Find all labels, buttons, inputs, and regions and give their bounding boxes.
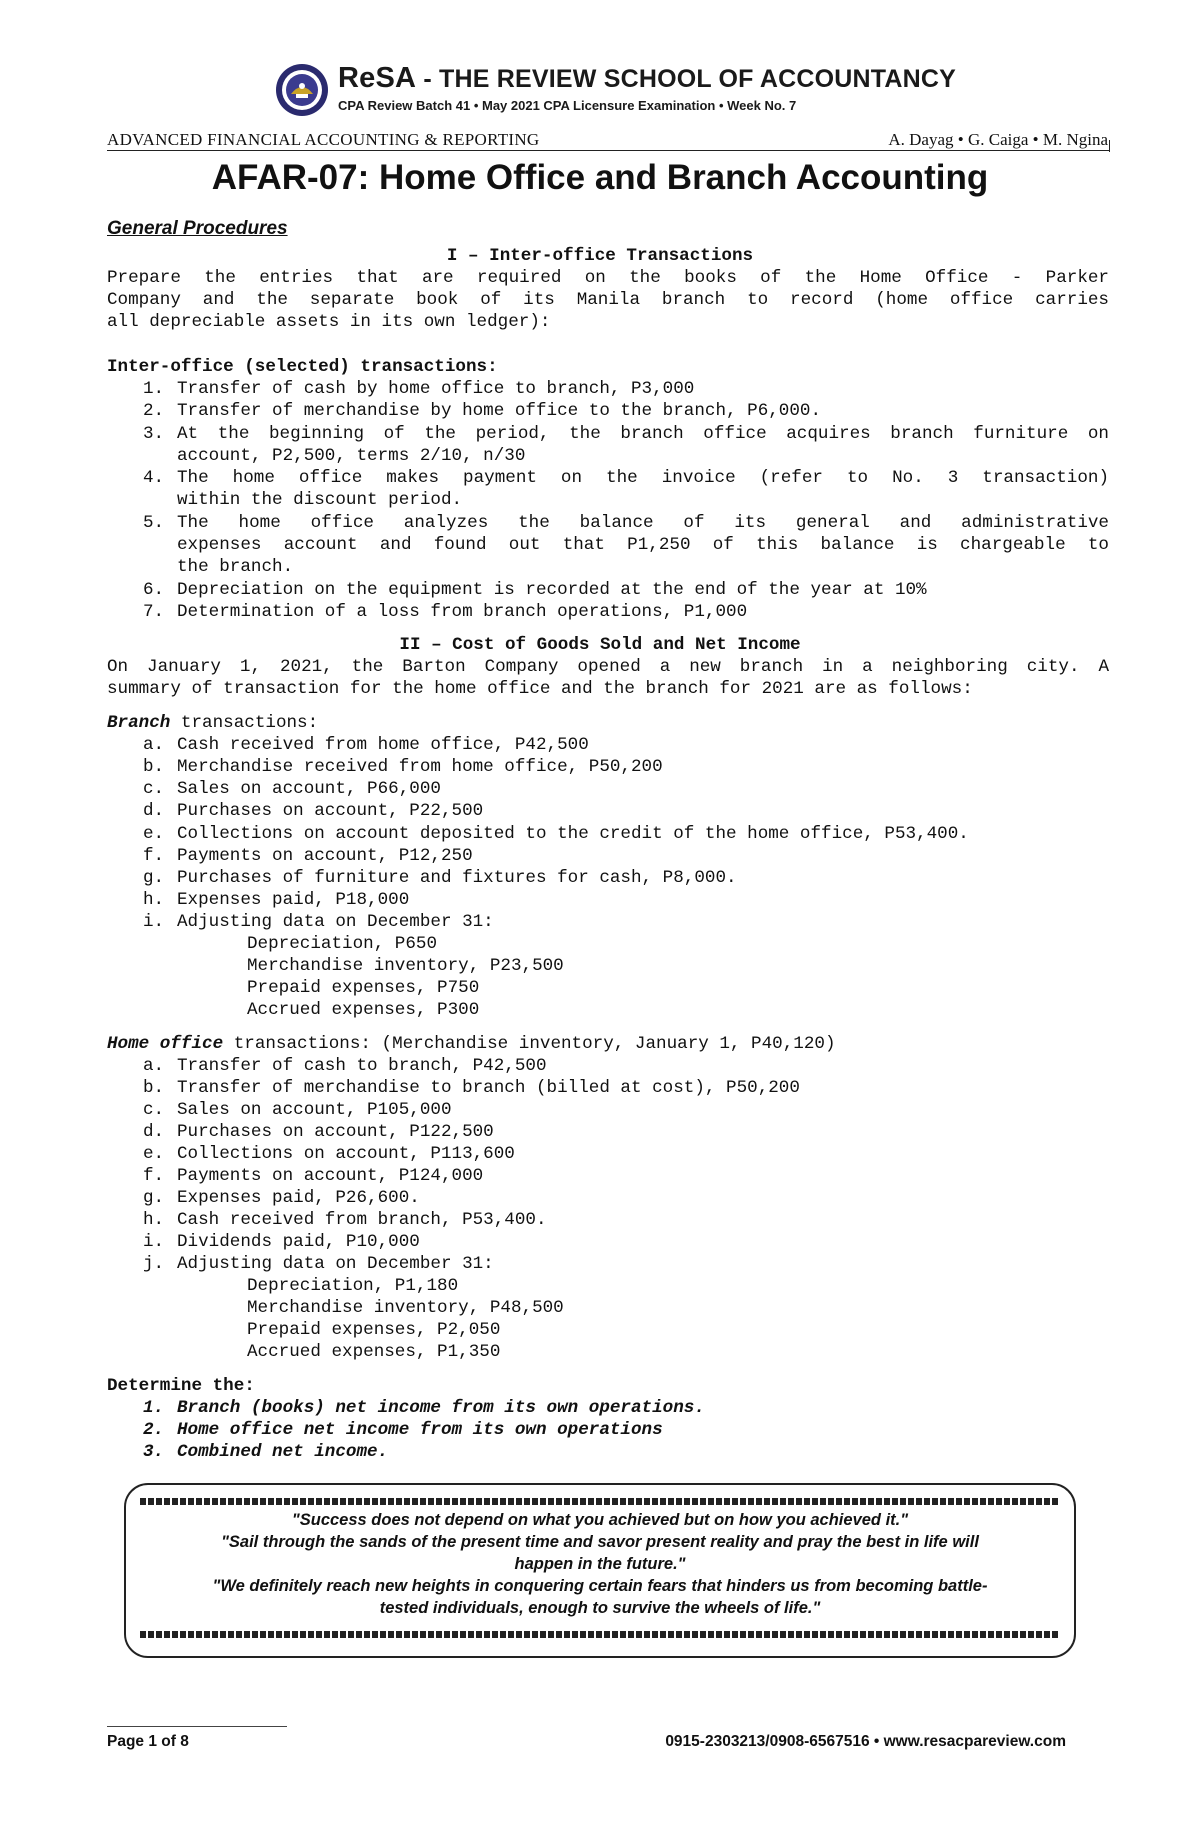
dotted-border-bottom — [140, 1631, 1060, 1638]
list-item-letter: c. — [143, 779, 165, 799]
adjustment-line: Depreciation, P650 — [247, 934, 438, 954]
adjustment-line: Accrued expenses, P1,350 — [247, 1342, 501, 1362]
list-item: Purchases on account, P122,500 — [177, 1122, 494, 1142]
list-item: Payments on account, P12,250 — [177, 846, 473, 866]
question-item: Combined net income. — [177, 1442, 389, 1462]
header — [274, 58, 957, 120]
list-item: The home office makes payment on the invoice (refer to No. 3 transaction) — [177, 468, 1109, 488]
list-item-number: 6. — [143, 580, 165, 600]
list-item-letter: d. — [143, 801, 165, 821]
section1-intro-line: all depreciable assets in its own ledger): — [107, 312, 551, 332]
section2-intro-line: On January 1, 2021, the Barton Company opened a new branch in a neighboring city. A — [107, 657, 1109, 677]
list-item: Payments on account, P124,000 — [177, 1166, 484, 1186]
list-item-letter: j. — [143, 1254, 165, 1274]
section1-list-title: Inter-office (selected) transactions: — [107, 357, 498, 377]
question-item: Home office net income from its own operations — [177, 1420, 663, 1440]
list-item-letter: i. — [143, 912, 165, 932]
list-item-letter: c. — [143, 1100, 165, 1120]
list-item: At the beginning of the period, the branch office acquires branch furniture on — [177, 424, 1109, 444]
adjustment-line: Merchandise inventory, P48,500 — [247, 1298, 564, 1318]
determine-heading: Determine the: — [107, 1376, 255, 1396]
section1-intro-line: Prepare the entries that are required on the books of the Home Office - Parker — [107, 268, 1109, 288]
list-item-number: 5. — [143, 513, 165, 533]
list-item-letter: f. — [143, 1166, 165, 1186]
list-item-letter: g. — [143, 868, 165, 888]
page-title: AFAR-07: Home Office and Branch Accounting — [211, 158, 989, 197]
page-number: Page 1 of 8 — [107, 1733, 189, 1750]
list-item-letter: d. — [143, 1122, 165, 1142]
list-item-letter: h. — [143, 1210, 165, 1230]
list-item: Cash received from home office, P42,500 — [177, 735, 589, 755]
list-item-letter: a. — [143, 735, 165, 755]
quote-line: "We definitely reach new heights in conquering certain fears that hinders us from becoming battle- — [212, 1577, 988, 1595]
question-item: Branch (books) net income from its own operations. — [177, 1398, 705, 1418]
list-item-letter: g. — [143, 1188, 165, 1208]
list-item: Sales on account, P66,000 — [177, 779, 441, 799]
question-number: 2. — [143, 1420, 165, 1440]
list-item: Adjusting data on December 31: — [177, 1254, 494, 1274]
quote-box — [124, 1483, 1076, 1658]
brand-subtitle: CPA Review Batch 41 • May 2021 CPA Licensure Examination • Week No. 7 — [338, 98, 797, 113]
list-item: Determination of a loss from branch operations, P1,000 — [177, 602, 748, 622]
header-rule — [107, 150, 1110, 151]
list-item: Dividends paid, P10,000 — [177, 1232, 420, 1252]
question-number: 1. — [143, 1398, 165, 1418]
section2-intro-line: summary of transaction for the home office and the branch for 2021 are as follows: — [107, 679, 973, 699]
list-item: Purchases on account, P22,500 — [177, 801, 484, 821]
resa-seal-logo — [274, 62, 330, 118]
list-item-letter: b. — [143, 757, 165, 777]
dotted-border-top — [140, 1498, 1060, 1505]
list-item: the branch. — [177, 557, 294, 577]
section2-heading: II – Cost of Goods Sold and Net Income — [399, 635, 801, 655]
list-item: Purchases of furniture and fixtures for cash, P8,000. — [177, 868, 737, 888]
list-item: expenses account and found out that P1,250 of this balance is chargeable to — [177, 535, 1109, 555]
adjustment-line: Prepaid expenses, P2,050 — [247, 1320, 501, 1340]
header-rule-tick — [1109, 140, 1110, 152]
list-item: Transfer of cash to branch, P42,500 — [177, 1056, 547, 1076]
adjustment-line: Prepaid expenses, P750 — [247, 978, 480, 998]
list-item: Transfer of merchandise by home office to the branch, P6,000. — [177, 401, 822, 421]
adjustment-line: Merchandise inventory, P23,500 — [247, 956, 564, 976]
course-name: ADVANCED FINANCIAL ACCOUNTING & REPORTING — [107, 130, 540, 149]
list-item-letter: e. — [143, 1144, 165, 1164]
list-item: Merchandise received from home office, P50,200 — [177, 757, 663, 777]
list-item-letter: b. — [143, 1078, 165, 1098]
list-item: Cash received from branch, P53,400. — [177, 1210, 547, 1230]
list-item-number: 3. — [143, 424, 165, 444]
quote-line: "Sail through the sands of the present time and savor present reality and pray the best in life will — [221, 1533, 979, 1551]
quote-line: tested individuals, enough to survive the wheels of life." — [379, 1599, 821, 1617]
list-item-number: 2. — [143, 401, 165, 421]
list-item-letter: f. — [143, 846, 165, 866]
home-office-transactions-title: Home office transactions: (Merchandise inventory, January 1, P40,120) — [107, 1034, 836, 1054]
quote-line: happen in the future." — [514, 1555, 686, 1573]
list-item-letter: e. — [143, 824, 165, 844]
list-item: Expenses paid, P26,600. — [177, 1188, 420, 1208]
adjustment-line: Accrued expenses, P300 — [247, 1000, 480, 1020]
list-item: within the discount period. — [177, 490, 463, 510]
brand-name: ReSA - THE REVIEW SCHOOL OF ACCOUNTANCY — [338, 62, 957, 94]
list-item: Transfer of cash by home office to branch, P3,000 — [177, 379, 695, 399]
list-item: Sales on account, P105,000 — [177, 1100, 452, 1120]
list-item: account, P2,500, terms 2/10, n/30 — [177, 446, 526, 466]
list-item: Collections on account, P113,600 — [177, 1144, 515, 1164]
list-item: Collections on account deposited to the credit of the home office, P53,400. — [177, 824, 969, 844]
authors: A. Dayag • G. Caiga • M. Ngina — [888, 130, 1108, 149]
section1-intro-line: Company and the separate book of its Manila branch to record (home office carries — [107, 290, 1109, 310]
list-item-number: 7. — [143, 602, 165, 622]
list-item-number: 4. — [143, 468, 165, 488]
general-procedures-heading: General Procedures — [107, 218, 288, 239]
list-item: Adjusting data on December 31: — [177, 912, 494, 932]
list-item-letter: a. — [143, 1056, 165, 1076]
contact-info: 0915-2303213/0908-6567516 • www.resacpareview.com — [665, 1733, 1066, 1750]
branch-transactions-title: Branch transactions: — [107, 713, 319, 733]
footer-rule — [107, 1726, 287, 1727]
quote-line: "Success does not depend on what you achieved but on how you achieved it." — [291, 1511, 909, 1529]
list-item: Expenses paid, P18,000 — [177, 890, 410, 910]
list-item-letter: i. — [143, 1232, 165, 1252]
list-item-number: 1. — [143, 379, 165, 399]
section1-heading: I – Inter-office Transactions — [446, 246, 754, 266]
list-item: Transfer of merchandise to branch (billed at cost), P50,200 — [177, 1078, 800, 1098]
list-item: Depreciation on the equipment is recorded at the end of the year at 10% — [177, 580, 927, 600]
question-number: 3. — [143, 1442, 165, 1462]
list-item: The home office analyzes the balance of its general and administrative — [177, 513, 1109, 533]
adjustment-line: Depreciation, P1,180 — [247, 1276, 459, 1296]
list-item-letter: h. — [143, 890, 165, 910]
